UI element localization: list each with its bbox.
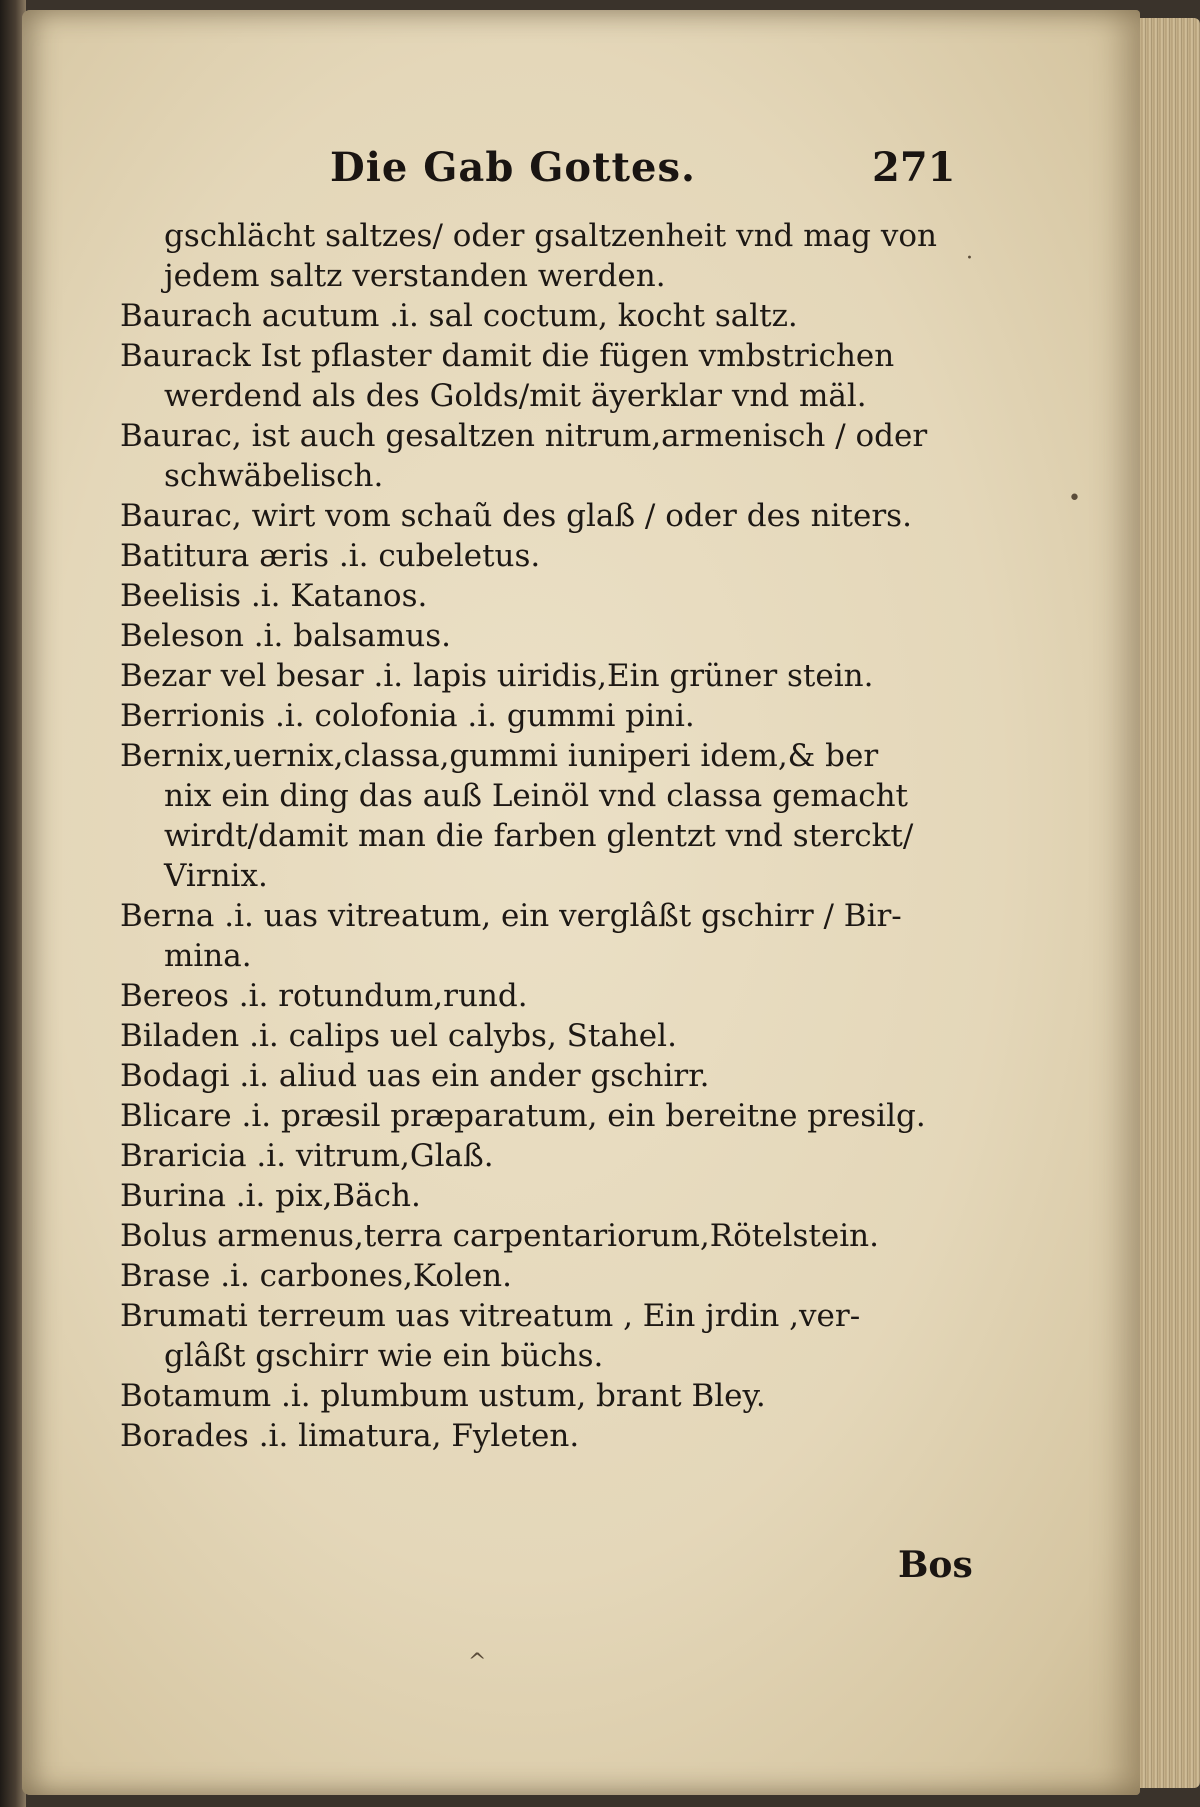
text-line: jedem saltz verstanden werden. [164,258,666,294]
text-line: Bernix,uernix,classa,gummi iuniperi idem,& ber [120,738,879,774]
book-page [22,10,1140,1795]
text-line: Berna .i. uas vitreatum, ein verglâßt gschirr / Bir- [120,898,902,934]
catchword: Bos [898,1544,973,1586]
margin-mark: · [966,246,973,271]
text-line: Baurach acutum .i. sal coctum, kocht saltz. [120,298,798,334]
text-line: mina. [164,938,252,974]
text-line: Biladen .i. calips uel calybs, Stahel. [120,1018,677,1054]
text-block [120,216,990,1456]
text-line: Braricia .i. vitrum,Glaß. [120,1138,494,1174]
running-head-title: Die Gab Gottes. [330,144,696,191]
text-line: Virnix. [164,858,268,894]
text-line: Bodagi .i. aliud uas ein ander gschirr. [120,1058,710,1094]
text-line: Beleson .i. balsamus. [120,618,452,654]
text-line: glâßt gschirr wie ein büchs. [164,1338,604,1374]
text-line: Bezar vel besar .i. lapis uiridis,Ein grüner stein. [120,658,874,694]
text-line: Beelisis .i. Katanos. [120,578,428,614]
text-line: Brase .i. carbones,Kolen. [120,1258,512,1294]
text-line: schwäbelisch. [164,458,384,494]
running-head [22,144,1140,204]
page-number: 271 [872,144,956,191]
text-line: Batitura æris .i. cubeletus. [120,538,541,574]
text-line: wirdt/damit man die farben glentzt vnd sterckt/ [164,818,914,854]
text-line: Botamum .i. plumbum ustum, brant Bley. [120,1378,766,1414]
text-line: Bereos .i. rotundum,rund. [120,978,528,1014]
text-line: gschlächt saltzes/ oder gsaltzenheit vnd mag von [164,218,937,254]
text-line: Baurac, wirt vom schaũ des glaß / oder des niters. [120,498,912,534]
text-line: Brumati terreum uas vitreatum , Ein jrdin ,ver- [120,1298,861,1334]
text-line: Bolus armenus,terra carpentariorum,Rötelstein. [120,1218,879,1254]
right-page-edges [1134,18,1200,1788]
text-line: Baurack Ist pflaster damit die fügen vmbstrichen [120,338,895,374]
margin-mark: • [1068,486,1081,511]
text-line: nix ein ding das auß Leinöl vnd classa gemacht [164,778,908,814]
margin-mark: ^ [468,1650,487,1675]
text-line: Burina .i. pix,Bäch. [120,1178,421,1214]
text-line: Borades .i. limatura, Fyleten. [120,1418,580,1454]
text-line: Blicare .i. præsil præparatum, ein bereitne presilg. [120,1098,926,1134]
text-line: werdend als des Golds/mit äyerklar vnd mäl. [164,378,867,414]
text-line: Berrionis .i. colofonia .i. gummi pini. [120,698,695,734]
text-line: Baurac, ist auch gesaltzen nitrum,armenisch / oder [120,418,928,454]
